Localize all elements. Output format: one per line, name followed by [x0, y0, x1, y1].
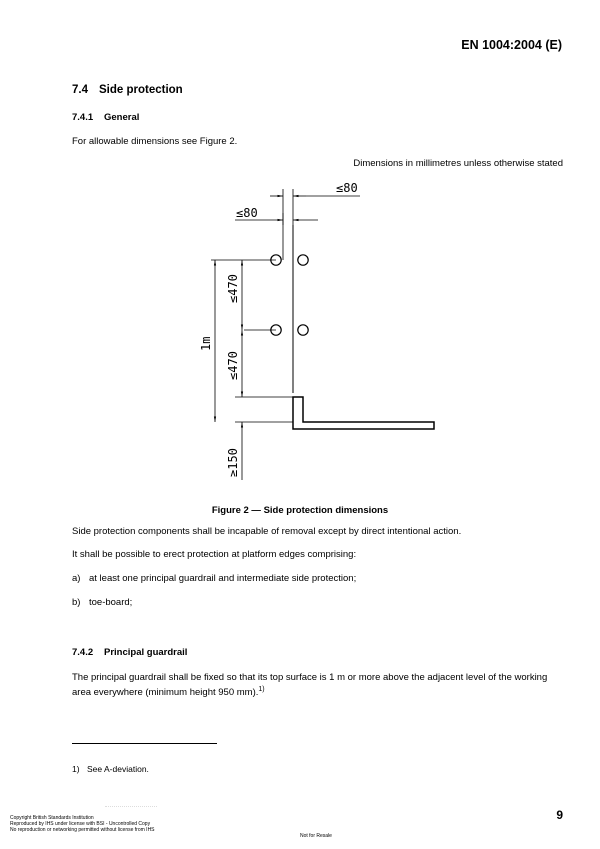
- subsection-title: Principal guardrail: [104, 647, 188, 658]
- document-id: EN 1004:2004 (E): [461, 38, 562, 52]
- list-item-label: a): [72, 573, 81, 584]
- page-number: 9: [556, 808, 563, 822]
- section-number: 7.4: [72, 84, 88, 96]
- subsection-number: 7.4.1: [72, 112, 94, 123]
- side-protection-figure: [190, 175, 440, 485]
- subsection-number: 7.4.2: [72, 647, 94, 658]
- dim-total-height: 1m: [199, 336, 213, 351]
- copyright-line: Copyright British Standards Institution: [10, 815, 94, 821]
- copyright-notice: [10, 815, 155, 833]
- top-rail-outer: [298, 255, 308, 265]
- paragraph-guardrail: [72, 670, 563, 700]
- dimensions-note: Dimensions in millimetres unless otherwise stated: [353, 158, 563, 169]
- dim-top-gap: ≤80: [336, 181, 358, 195]
- list-item-text: toe-board;: [89, 597, 133, 608]
- footnote-number: 1): [72, 764, 80, 774]
- copyright-line: No reproduction or networking permitted without license from IHS: [10, 827, 155, 833]
- paragraph-erect: It shall be possible to erect protection at platform edges comprising:: [72, 549, 357, 560]
- footnote-divider: [72, 743, 217, 744]
- footnote-text: See A-deviation.: [87, 764, 149, 774]
- dim-upper-spacing: ≤470: [226, 274, 240, 303]
- faint-watermark-line: [105, 806, 157, 807]
- footnote: [72, 764, 149, 774]
- figure-caption: Figure 2 — Side protection dimensions: [211, 505, 389, 516]
- subsection-heading-general: [72, 112, 139, 123]
- section-heading: [72, 84, 183, 96]
- copyright-line: Reproduced by IHS under license with BSI - Uncontrolled Copy: [10, 821, 151, 827]
- section-title: Side protection: [99, 84, 183, 96]
- figure-drawing: [211, 189, 434, 480]
- mid-rail-outer: [298, 325, 308, 335]
- list-item-label: b): [72, 597, 81, 608]
- footnote-reference[interactable]: 1): [258, 685, 265, 693]
- subsection-heading-guardrail: [72, 647, 187, 658]
- dim-rail-offset: ≤80: [236, 206, 258, 220]
- list-item: [72, 597, 132, 608]
- paragraph-removal: Side protection components shall be incapable of removal except by direct intentional action.: [72, 526, 462, 537]
- subsection-title: General: [104, 112, 140, 123]
- toe-board-platform: [293, 397, 434, 429]
- list-item-text: at least one principal guardrail and intermediate side protection;: [89, 573, 357, 584]
- dim-toe-board: ≥150: [226, 448, 240, 477]
- dim-lower-spacing: ≤470: [226, 351, 240, 380]
- general-paragraph: For allowable dimensions see Figure 2.: [72, 136, 238, 147]
- not-for-resale-notice: Not for Resale: [300, 833, 332, 839]
- list-item: [72, 573, 356, 584]
- guardrail-text: The principal guardrail shall be fixed so that its top surface is 1 m or more above the adjacent level of the working area everywhere (minimum height 950 mm).: [72, 672, 548, 698]
